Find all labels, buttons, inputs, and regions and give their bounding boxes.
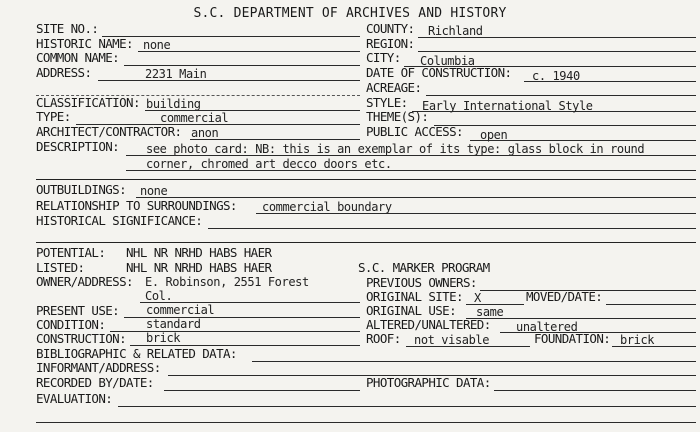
evaluation-line-2: [36, 422, 696, 423]
moved-date-label: MOVED/DATE:: [526, 289, 603, 304]
recorded-by-label: RECORDED BY/DATE:: [36, 375, 154, 390]
county-label: COUNTY:: [366, 21, 415, 36]
outbuildings-value: none: [140, 184, 168, 198]
marker-program-label: S.C. MARKER PROGRAM: [358, 260, 490, 275]
address-line: [98, 80, 360, 81]
type-value: commercial: [160, 111, 229, 125]
style-value: Early International Style: [422, 99, 593, 113]
owner-address-value-1: E. Robinson, 2551 Forest: [145, 275, 309, 289]
historic-name-value: none: [143, 38, 171, 52]
listed-codes: NHL NR NRHD HABS HAER: [126, 260, 272, 275]
original-use-label: ORIGINAL USE:: [366, 303, 457, 318]
public-access-value: open: [480, 128, 508, 142]
address-label: ADDRESS:: [36, 65, 92, 80]
date-of-construction-line: [524, 81, 696, 82]
themes-label: THEME(S):: [366, 109, 429, 124]
classification-value: building: [146, 97, 201, 111]
acreage-line: [426, 95, 696, 96]
construction-value: brick: [146, 331, 181, 345]
altered-unaltered-value: unaltered: [516, 320, 578, 334]
roof-value: not visable: [414, 333, 490, 347]
relationship-value: commercial boundary: [262, 200, 392, 214]
previous-owners-label: PREVIOUS OWNERS:: [366, 275, 477, 290]
architect-label: ARCHITECT/CONTRACTOR:: [36, 124, 182, 139]
public-access-label: PUBLIC ACCESS:: [366, 124, 463, 139]
county-value: Richland: [428, 24, 483, 38]
foundation-label: FOUNDATION:: [534, 331, 611, 346]
classification-label: CLASSIFICATION:: [36, 95, 140, 110]
acreage-label: ACREAGE:: [366, 80, 422, 95]
present-use-value: commercial: [146, 303, 215, 317]
public-access-line: [470, 140, 696, 141]
common-name-line: [124, 65, 360, 66]
themes-line: [434, 125, 696, 126]
description-label: DESCRIPTION:: [36, 139, 120, 154]
type-label: TYPE:: [36, 109, 71, 124]
county-line: [418, 37, 696, 38]
roof-line: [406, 346, 530, 347]
potential-codes: NHL NR NRHD HABS HAER: [126, 245, 272, 260]
historic-name-label: HISTORIC NAME:: [36, 36, 133, 51]
date-of-construction-value: c. 1940: [532, 69, 580, 83]
region-line: [418, 51, 696, 52]
date-of-construction-label: DATE OF CONSTRUCTION:: [366, 65, 512, 80]
owner-address-value-2: Col.: [145, 289, 173, 303]
site-no-label: SITE NO.:: [36, 21, 99, 36]
relationship-label: RELATIONSHIP TO SURROUNDINGS:: [36, 198, 237, 213]
section-divider-2: [36, 179, 696, 180]
address-value: 2231 Main: [145, 67, 207, 81]
present-use-label: PRESENT USE:: [36, 303, 120, 318]
bibliographic-line: [252, 361, 696, 362]
foundation-line: [612, 346, 696, 347]
historic-name-line: [138, 51, 360, 52]
historical-significance-line-1: [208, 228, 696, 229]
original-use-value: same: [476, 305, 504, 319]
condition-value: standard: [146, 317, 201, 331]
description-line-1: see photo card: NB: this is an exemplar of its type: glass block in round: [146, 142, 645, 156]
informant-address-label: INFORMANT/ADDRESS:: [36, 360, 161, 375]
section-divider-3: [36, 242, 696, 243]
architect-value: anon: [191, 126, 219, 140]
potential-label: POTENTIAL:: [36, 245, 106, 260]
photographic-data-label: PHOTOGRAPHIC DATA:: [366, 375, 491, 390]
form-title: S.C. DEPARTMENT OF ARCHIVES AND HISTORY: [193, 6, 507, 21]
original-use-line: [466, 318, 696, 319]
condition-label: CONDITION:: [36, 317, 106, 332]
foundation-value: brick: [620, 333, 655, 347]
recorded-by-line: [164, 390, 360, 391]
original-site-label: ORIGINAL SITE:: [366, 289, 463, 304]
description-rule-2: [126, 170, 696, 171]
site-no-line: [102, 36, 360, 37]
description-line-2: corner, chromed art decco doors etc.: [146, 157, 392, 171]
owner-address-label: OWNER/ADDRESS:: [36, 274, 133, 289]
evaluation-label: EVALUATION:: [36, 391, 113, 406]
region-label: REGION:: [366, 36, 415, 51]
listed-label: LISTED:: [36, 260, 85, 275]
description-rule-1: [126, 155, 696, 156]
architect-line: [190, 139, 360, 140]
style-line: [412, 111, 696, 112]
construction-label: CONSTRUCTION:: [36, 331, 127, 346]
relationship-line: [256, 213, 696, 214]
historical-significance-label: HISTORICAL SIGNIFICANCE:: [36, 213, 203, 228]
city-label: CITY:: [366, 50, 401, 65]
bibliographic-label: BIBLIOGRAPHIC & RELATED DATA:: [36, 346, 237, 361]
common-name-label: COMMON NAME:: [36, 50, 120, 65]
roof-label: ROOF:: [366, 331, 401, 346]
photographic-data-line: [494, 390, 696, 391]
city-value: Columbia: [420, 54, 475, 68]
evaluation-line-1: [118, 406, 696, 407]
outbuildings-label: OUTBUILDINGS:: [36, 182, 127, 197]
moved-date-line: [606, 304, 696, 305]
style-label: STYLE:: [366, 95, 408, 110]
original-site-value: X: [474, 291, 481, 305]
altered-unaltered-label: ALTERED/UNALTERED:: [366, 317, 491, 332]
